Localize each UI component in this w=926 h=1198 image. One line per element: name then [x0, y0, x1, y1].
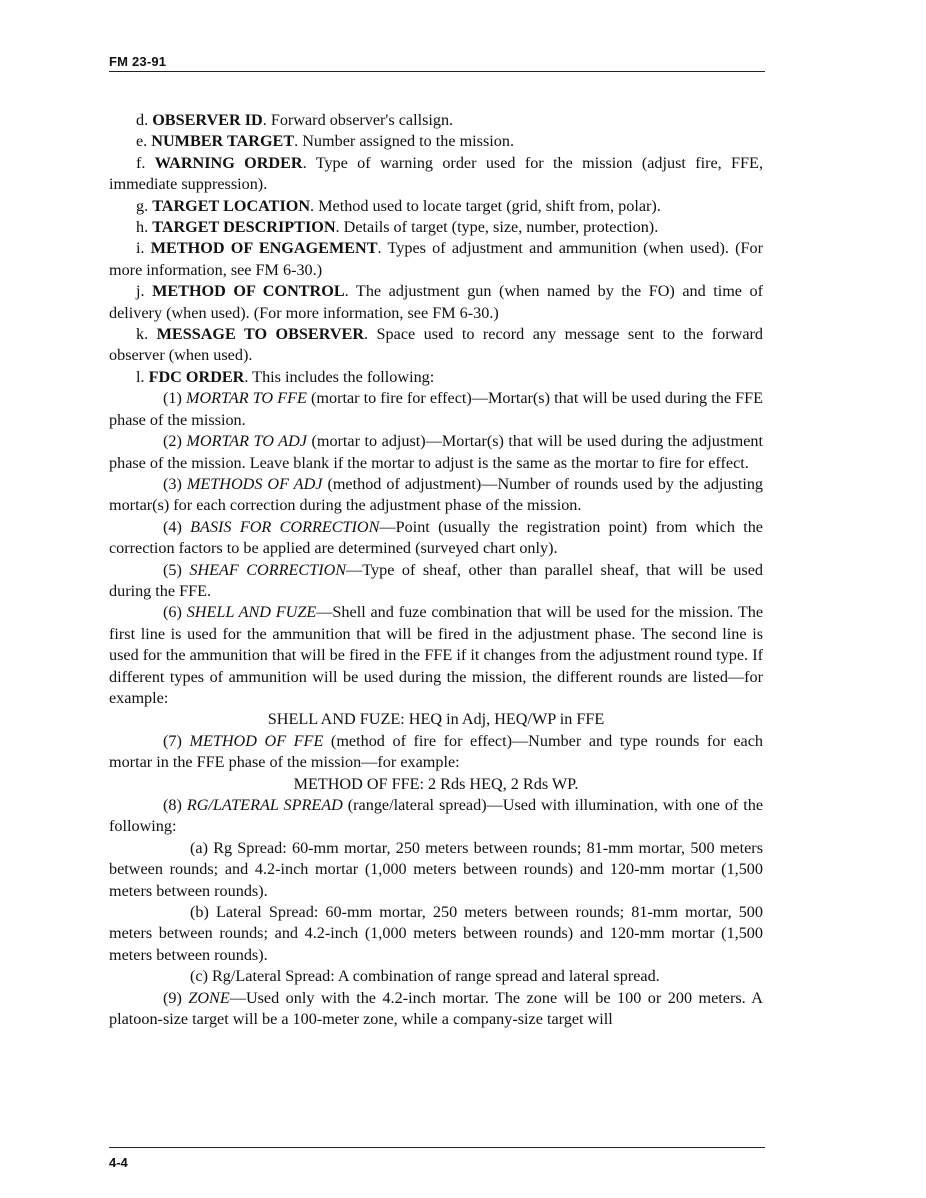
page-number: 4-4 [109, 1155, 128, 1170]
footer-rule [109, 1147, 765, 1148]
spread-range: (a) Rg Spread: 60-mm mortar, 250 meters between rounds; 81-mm mortar, 500 meters between rounds; and 4.2-inch mortar (1,000 meters between rounds) and 120-mm mortar (1,500 meters between rounds). [109, 838, 763, 900]
page-body [109, 110, 763, 1030]
example-shell-and-fuze: SHELL AND FUZE: HEQ in Adj, HEQ/WP in FFE [267, 710, 605, 729]
item-method-of-engagement: i. METHOD OF ENGAGEMENT. Types of adjustment and ammunition (when used). (For more information, see FM 6-30.) [109, 239, 764, 279]
item-message-to-observer: k. MESSAGE TO OBSERVER. Space used to record any message sent to the forward observer (when used). [109, 325, 764, 365]
example-method-of-ffe: METHOD OF FFE: 2 Rds HEQ, 2 Rds WP. [293, 774, 579, 793]
header-rule [109, 71, 765, 72]
spread-lateral: (b) Lateral Spread: 60-mm mortar, 250 meters between rounds; 81-mm mortar, 500 meters between rounds; and 4.2-inch (1,000 meters between rounds) and 120-mm mortar (1,500 meters between rounds). [109, 903, 763, 964]
item-warning-order: f. WARNING ORDER. Type of warning order used for the mission (adjust fire, FFE, immediate suppression). [109, 153, 763, 194]
spread-range-lateral: (c) Rg/Lateral Spread: A combination of range spread and lateral spread. [190, 967, 660, 986]
subitem-mortar-to-adj: (2) MORTAR TO ADJ (mortar to adjust)—Mortar(s) that will be used during the adjustment phase of the mission. Leave blank if the mortar to adjust is the same as the mortar to fire for effect. [109, 432, 764, 472]
item-number-target: e. NUMBER TARGET. Number assigned to the mission. [136, 132, 514, 151]
subitem-sheaf-correction: (5) SHEAF CORRECTION—Type of sheaf, other than parallel sheaf, that will be used during the FFE. [109, 560, 763, 600]
item-observer-id: d. OBSERVER ID. Forward observer's callsign. [136, 111, 454, 129]
subitem-basis-for-correction: (4) BASIS FOR CORRECTION—Point (usually the registration point) from which the correction factors to be applied are determined (surveyed chart only). [109, 517, 763, 558]
subitem-rg-lateral-spread: (8) RG/LATERAL SPREAD (range/lateral spread)—Used with illumination, with one of the following: [109, 796, 764, 836]
subitem-shell-and-fuze: (6) SHELL AND FUZE—Shell and fuze combination that will be used for the mission. The first line is used for the ammunition that will be fired in the adjustment phase. The second line is used for the ammunition that will be fired in the FFE if it changes from the adjustment round type. If different types of ammunition will be used during the mission, the different rounds are listed—for example: [109, 603, 764, 707]
item-target-location: g. TARGET LOCATION. Method used to locate target (grid, shift from, polar). [136, 196, 661, 215]
subitem-mortar-to-ffe: (1) MORTAR TO FFE (mortar to fire for effect)—Mortar(s) that will be used during the FFE phase of the mission. [109, 389, 764, 429]
item-method-of-control: j. METHOD OF CONTROL. The adjustment gun (when named by the FO) and time of delivery (when used). (For more information, see FM 6-30.) [109, 282, 764, 322]
subitem-zone: (9) ZONE—Used only with the 4.2-inch mortar. The zone will be 100 or 200 meters. A platoon-size target will be a 100-meter zone, while a company-size target will [109, 988, 764, 1029]
document-id: FM 23-91 [109, 54, 167, 69]
subitem-method-of-ffe: (7) METHOD OF FFE (method of fire for effect)—Number and type rounds for each mortar in the FFE phase of the mission—for example: [109, 731, 764, 772]
subitem-methods-of-adj: (3) METHODS OF ADJ (method of adjustment)—Number of rounds used by the adjusting mortar(s) for each correction during the adjustment phase of the mission. [109, 474, 764, 515]
item-fdc-order: l. FDC ORDER. This includes the following: [136, 367, 435, 386]
item-target-description: h. TARGET DESCRIPTION. Details of target (type, size, number, protection). [136, 218, 659, 237]
